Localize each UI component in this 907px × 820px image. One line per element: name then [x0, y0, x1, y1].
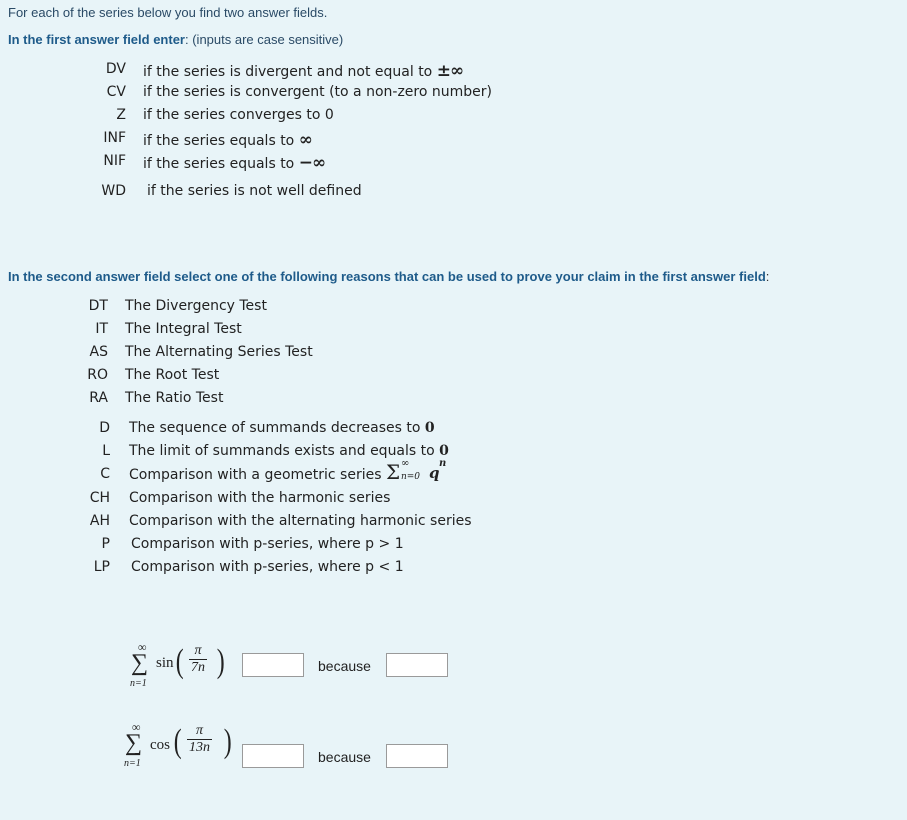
sum-lower-limit: n=1	[124, 758, 141, 769]
first-field-heading	[8, 32, 343, 47]
reason-field-2[interactable]	[386, 744, 448, 768]
test-desc: The Ratio Test	[125, 390, 224, 406]
function-name: cos	[150, 737, 170, 753]
numerator: π	[189, 643, 207, 660]
fraction	[187, 723, 212, 756]
series-formula-2	[122, 720, 242, 775]
numerator: π	[187, 723, 212, 740]
denominator: 7n	[191, 660, 205, 675]
fraction	[189, 643, 207, 676]
denominator: 13n	[189, 740, 210, 755]
reason-code: AH	[89, 513, 110, 529]
second-field-heading-rest: :	[765, 269, 770, 284]
option-desc: if the series is not well defined	[147, 183, 362, 199]
test-desc: The Alternating Series Test	[125, 344, 313, 360]
reason-desc: Comparison with the alternating harmonic series	[129, 513, 472, 529]
sigma-symbol: ∑	[131, 650, 149, 676]
reason-code: CH	[89, 490, 110, 506]
first-field-heading-bold: In the first answer field enter	[8, 32, 185, 47]
test-code: RO	[87, 367, 108, 383]
test-desc: The Integral Test	[125, 321, 242, 337]
because-label: because	[318, 749, 371, 765]
infinity-symbol: ∞	[298, 130, 312, 150]
second-field-heading-bold: In the second answer field select one of the following reasons that can be used to prove your claim in the first answer field	[8, 269, 766, 284]
option-code: DV	[105, 61, 126, 77]
answer-field-2[interactable]	[242, 744, 304, 768]
plus-minus-infinity: ±∞	[436, 61, 464, 81]
series-formula-1	[128, 640, 238, 695]
option-code: CV	[106, 84, 126, 100]
test-code: IT	[95, 321, 108, 337]
sum-upper-limit: ∞	[138, 640, 147, 654]
reason-code: P	[101, 536, 110, 552]
reason-desc: Comparison with p-series, where p > 1	[131, 536, 404, 552]
intro-text: For each of the series below you find two answer fields.	[8, 5, 328, 20]
option-desc: if the series is divergent and not equal to ±∞	[143, 61, 464, 81]
right-paren: )	[223, 723, 232, 760]
reason-desc: Comparison with a geometric series Σ ∞ n=0 q n	[129, 466, 450, 484]
reason-code: C	[100, 466, 110, 482]
test-code: DT	[88, 298, 108, 314]
option-code: NIF	[103, 153, 126, 169]
option-code: Z	[116, 107, 126, 123]
reason-code: LP	[93, 559, 110, 575]
zero-symbol: 0	[424, 420, 435, 436]
test-desc: The Divergency Test	[125, 298, 267, 314]
test-code: RA	[89, 390, 108, 406]
reason-desc: The limit of summands exists and equals to 0	[129, 443, 449, 459]
answer-field-1[interactable]	[242, 653, 304, 677]
left-paren: (	[173, 723, 182, 760]
option-desc: if the series is convergent (to a non-zero number)	[143, 84, 492, 100]
geometric-series-formula: Σ ∞ n=0 q n	[385, 458, 447, 484]
function-name: sin	[156, 655, 174, 671]
first-field-heading-rest: : (inputs are case sensitive)	[185, 32, 344, 47]
second-field-heading	[8, 269, 769, 284]
sum-upper-limit: ∞	[132, 720, 141, 734]
reason-code: D	[99, 420, 110, 436]
zero-symbol: 0	[439, 443, 449, 459]
option-code: WD	[101, 183, 126, 199]
test-desc: The Root Test	[125, 367, 220, 383]
reason-code: L	[102, 443, 110, 459]
option-desc: if the series converges to 0	[143, 107, 334, 123]
reason-desc: Comparison with the harmonic series	[129, 490, 391, 506]
sigma-symbol: ∑	[125, 730, 143, 756]
option-desc: if the series equals to ∞	[143, 130, 312, 150]
reason-desc: Comparison with p-series, where p < 1	[131, 559, 404, 575]
option-code: INF	[103, 130, 126, 146]
reason-field-1[interactable]	[386, 653, 448, 677]
reason-desc: The sequence of summands decreases to 0	[129, 420, 435, 436]
right-paren: )	[216, 643, 225, 680]
test-code: AS	[89, 344, 108, 360]
sum-lower-limit: n=1	[130, 678, 147, 689]
because-label: because	[318, 658, 371, 674]
minus-infinity-symbol: −∞	[298, 153, 326, 173]
left-paren: (	[175, 643, 184, 680]
option-desc: if the series equals to −∞	[143, 153, 326, 173]
